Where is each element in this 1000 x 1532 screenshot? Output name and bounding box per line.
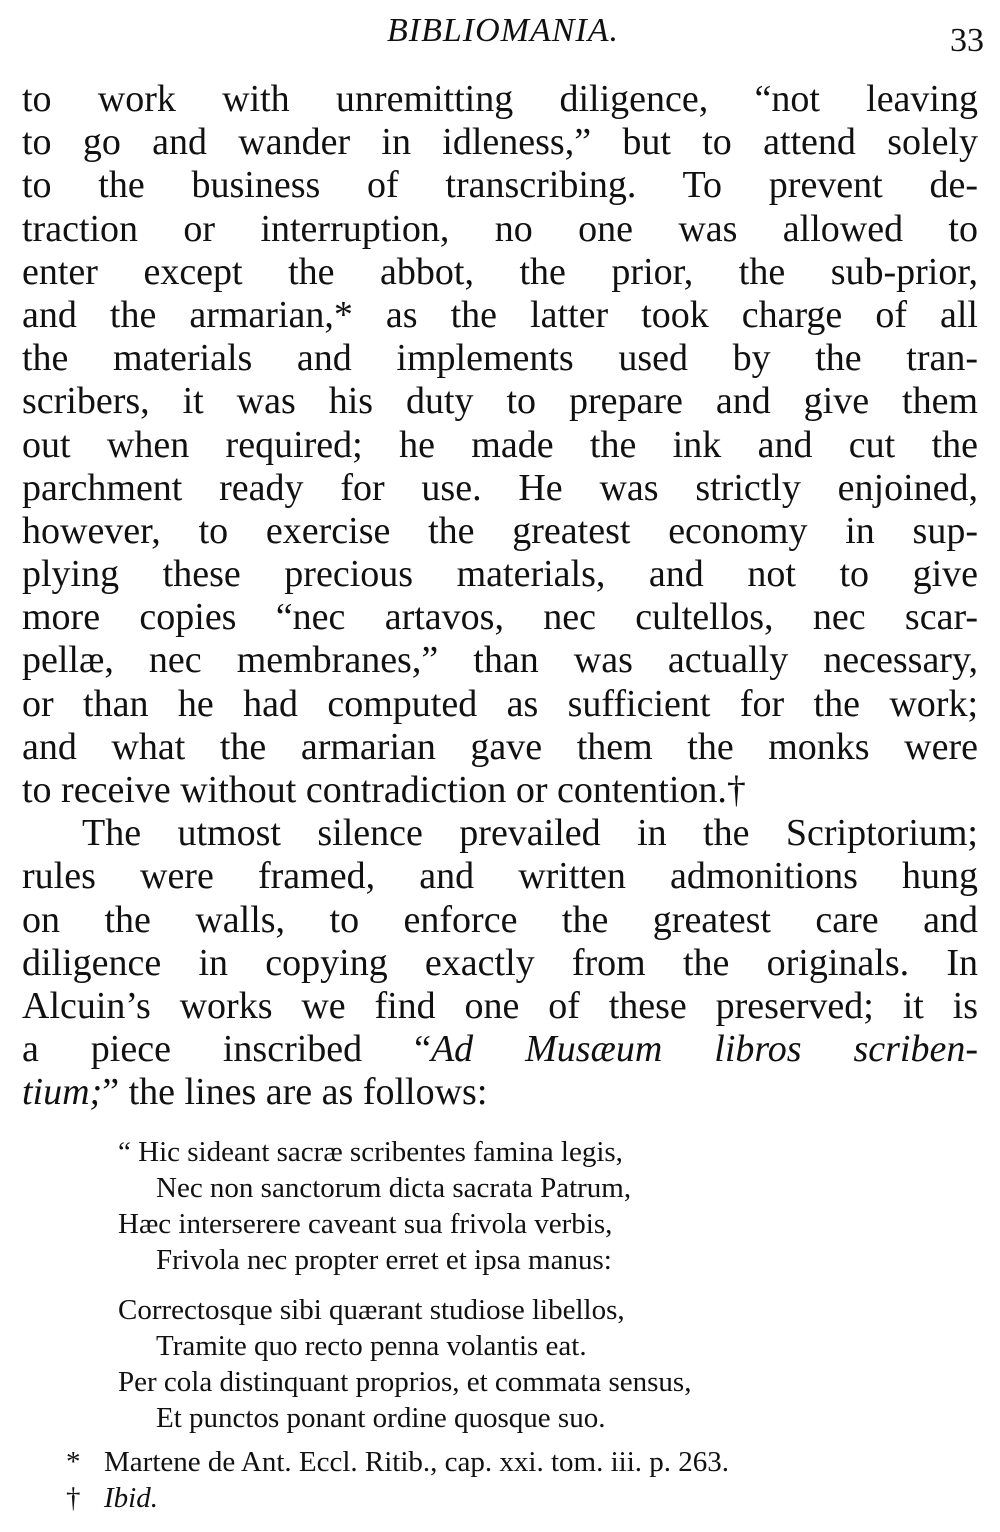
verse-stanza	[118, 1134, 918, 1278]
latin-title-part: Ad Musæum libros scriben-	[430, 1028, 978, 1071]
body-line: rules were framed, and written admonitions hung	[22, 855, 978, 898]
footnote	[66, 1480, 966, 1516]
verse-line: Frivola nec propter erret et ipsa manus:	[156, 1244, 612, 1276]
body-line: more copies “nec artavos, nec cultellos, nec scar-	[22, 596, 978, 639]
body-text	[22, 78, 978, 1115]
paragraph-start-line: The utmost silence prevailed in the Scriptorium;	[82, 812, 978, 855]
verse-stanza	[118, 1292, 918, 1436]
verse-line: Et punctos ponant ordine quosque suo.	[156, 1402, 606, 1434]
body-line: pellæ, nec membranes,” than was actually necessary,	[22, 639, 978, 682]
body-line: to go and wander in idleness,” but to attend solely	[22, 121, 978, 164]
footnote-text: Martene de Ant. Eccl. Ritib., cap. xxi. tom. iii. p. 263.	[104, 1446, 730, 1478]
body-line: Alcuin’s works we find one of these preserved; it is	[22, 984, 978, 1027]
body-line: on the walls, to enforce the greatest care and	[22, 898, 978, 941]
verse-line: Hæc interserere caveant sua frivola verbis,	[118, 1208, 613, 1240]
footnote-mark: †	[66, 1482, 81, 1514]
body-line: diligence in copying exactly from the originals. In	[22, 941, 978, 984]
body-line	[22, 1028, 978, 1071]
body-line: however, to exercise the greatest economy in sup-	[22, 509, 978, 552]
verse-line: Tramite quo recto penna volantis eat.	[156, 1330, 587, 1362]
footnote-mark: *	[66, 1446, 81, 1478]
body-line: scribers, it was his duty to prepare and give them	[22, 380, 978, 423]
body-line: traction or interruption, no one was allowed to	[22, 207, 978, 250]
body-line: plying these precious materials, and not to give	[22, 553, 978, 596]
body-line: to work with unremitting diligence, “not leaving	[22, 78, 978, 120]
body-line-text: ” the lines are as follows:	[102, 1071, 488, 1114]
verse-line: “ Hic sideant sacræ scribentes famina legis,	[118, 1136, 623, 1168]
body-line: out when required; he made the ink and cut the	[22, 423, 978, 466]
body-line: parchment ready for use. He was strictly enjoined,	[22, 466, 978, 509]
verse-line: Per cola distinquant proprios, et commata sensus,	[118, 1366, 692, 1398]
verse-line: Correctosque sibi quærant studiose libellos,	[118, 1294, 625, 1326]
verse-line: Nec non sanctorum dicta sacrata Patrum,	[156, 1172, 632, 1204]
footnote	[66, 1444, 966, 1480]
footnotes	[66, 1444, 966, 1516]
body-line: or than he had computed as sufficient for the work;	[22, 682, 978, 725]
body-line: and what the armarian gave them the monks were	[22, 725, 978, 768]
latin-title-end: tium;	[22, 1071, 103, 1114]
body-line	[22, 1071, 978, 1114]
running-title: BIBLIOMANIA.	[386, 12, 619, 49]
body-line: and the armarian,* as the latter took charge of all	[22, 293, 978, 336]
page-number: 33	[950, 22, 984, 59]
body-line-text: a piece inscribed “	[22, 1028, 431, 1071]
body-line: enter except the abbot, the prior, the sub-prior,	[22, 250, 978, 293]
page-header	[22, 12, 984, 62]
body-line: to the business of transcribing. To prevent de-	[22, 164, 978, 207]
verse-block	[118, 1134, 918, 1450]
body-line: the materials and implements used by the tran-	[22, 337, 978, 380]
body-line: to receive without contradiction or contention.†	[22, 769, 746, 811]
footnote-text: Ibid.	[104, 1482, 158, 1514]
